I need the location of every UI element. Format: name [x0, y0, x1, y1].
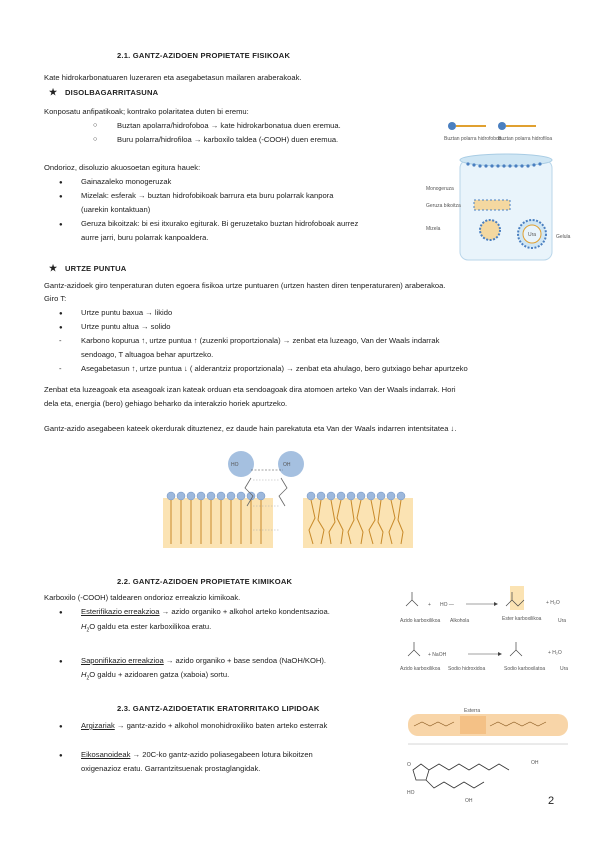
esterifikazio-item: ● Esterifikazio erreakzioa → azido organiko + alkohol arteko kondentsazioa.	[81, 607, 330, 617]
saponification-figure	[398, 630, 578, 680]
saponifikazio-item: ● Saponifikazio erreakzioa → azido organiko + base sendoa (NaOH/KOH).	[81, 656, 326, 666]
ester-label: Esterra	[464, 708, 481, 714]
paragraph: dela eta, energia (bero) gehiago beharko da interakzio horiek apurtzeko.	[44, 399, 288, 408]
disolbagarritasuna-heading: ★ DISOLBAGARRITASUNA	[65, 88, 158, 98]
esterifikazio-line2: $H_2O$ galdu eta ester karboxilikoa eratu.	[81, 622, 212, 634]
argizariak-link: Argizariak	[81, 721, 115, 730]
svg-text:HO —: HO —	[440, 602, 454, 608]
page-number: 2	[548, 795, 555, 807]
svg-text:+ H₂O: + H₂O	[546, 600, 560, 606]
list-item-cont: aurre jarri, buru polarrak kanpoaldera.	[81, 233, 209, 242]
esterifikazio-link: Esterifikazio erreakzioa	[81, 607, 160, 616]
micelle-bilayer-figure	[424, 112, 574, 272]
saponifikazio-line2: $H_2O$ galdu + azidoaren gatza (xaboia) sortu.	[81, 670, 230, 682]
section-2-1-heading: 2.1. GANTZ-AZIDOEN PROPIETATE FISIKOAK	[117, 51, 291, 60]
svg-text:OH: OH	[465, 798, 473, 804]
eikosanoideak-line2: oxigenazioz eratu. Garrantzitsuenak prostaglangidak.	[81, 764, 261, 773]
svg-text:+ H₂O: + H₂O	[548, 650, 562, 656]
giro-t: Giro T:	[44, 294, 67, 303]
list-item: - Karbono kopurua ↑, urtze puntua ↑ (zuzenki proportzionala) → zenbat eta luzeago, Van der Waals indarrak	[81, 336, 439, 346]
anfipatiko-text: Konposatu anfipatikoak; kontrako polaritatea duten bi eremu:	[44, 107, 249, 116]
svg-text:Sodio karboxilatoa: Sodio karboxilatoa	[504, 666, 546, 672]
list-item-cont: sendoago, T altuagoa behar apurtzeko.	[81, 350, 214, 359]
o-label: O	[407, 762, 411, 768]
list-item: - Asegabetasun ↑, urtze puntua ↓ ( alderantziz proportzionala) → zenbat eta ahulago, bero gutxiago behar apurtzeko	[81, 364, 468, 374]
oh-label: OH	[283, 462, 291, 468]
list-item-cont: (uarekin kontaktuan)	[81, 205, 151, 214]
head-label: Buztan polarra hidrofiloa	[498, 136, 553, 142]
saponifikazio-link: Saponifikazio erreakzioa	[81, 656, 164, 665]
ho-label: HO	[231, 462, 239, 468]
list-item: ● Geruza bikoitzak: bi esi itxurako egiturak. Bi geruzetako buztan hidrofoboak aurrez	[81, 219, 358, 229]
eikosanoideak-link: Eikosanoideak	[81, 750, 131, 759]
cell-label: Gelula	[556, 234, 571, 240]
list-item: ● Gainazaleko monogeruzak	[81, 177, 171, 187]
ester-caption: Azido karboxilikoa	[400, 618, 441, 624]
paragraph: Zenbat eta luzeagoak eta aseagoak izan kateak orduan eta sendoagoak dira atomoen arteko Van der Waals indarrak. Hori	[44, 385, 456, 394]
oh-label-2: OH	[531, 760, 539, 766]
ondorioz-text: Ondorioz, disoluzio akuosoetan egitura hauek:	[44, 163, 201, 172]
list-item: ● Mizelak: esferak → buztan hidrofobikoak barrura eta buru polarrak kanpora	[81, 191, 333, 201]
esterification-figure	[398, 580, 578, 630]
list-item: ○ Buru polarra/hidrofiloa → karboxilo taldea (-COOH) duen eremua.	[117, 135, 338, 145]
paragraph: Gantz-azido asegabeen kateek okerdurak dituztenez, ez daude hain parekatuta eta Van der Waals indarren intentsitatea ↓.	[44, 424, 457, 433]
svg-text:Ester karboxilikoa: Ester karboxilikoa	[502, 616, 542, 622]
wax-ester-figure	[400, 702, 578, 750]
svg-text:Sodio hidroxidoa: Sodio hidroxidoa	[448, 666, 486, 672]
intro-text: Kate hidrokarbonatuaren luzeraren eta asegabetasun mailaren araberakoak.	[44, 73, 302, 82]
water-label: Ura	[528, 232, 537, 238]
urtze-puntua-heading: ★ URTZE PUNTUA	[65, 264, 126, 274]
svg-text:Alkohola: Alkohola	[450, 618, 470, 624]
svg-text:+ NaOH: + NaOH	[428, 652, 447, 658]
list-item: ○ Buztan apolarra/hidrofoboa → kate hidrokarbonatua duen eremua.	[117, 121, 341, 131]
argizariak-item: ● Argizariak → gantz-azido + alkohol monohidroxiliko baten arteko esterrak	[81, 721, 327, 731]
packing-figure	[163, 450, 418, 550]
bilayer-label: Geruza bikoitza	[426, 203, 461, 209]
list-item: ● Urtze puntu baxua → likido	[81, 308, 172, 318]
svg-text:Ura: Ura	[560, 666, 569, 672]
svg-text:Azido karboxilikoa: Azido karboxilikoa	[400, 666, 441, 672]
tail-label: Buztan polarra hidrofoboa	[444, 136, 502, 142]
section-2-2-intro: Karboxilo (-COOH) taldearen ondorioz erreakzio kimikoak.	[44, 593, 241, 602]
prostaglandin-figure	[405, 752, 555, 812]
urtze-intro: Gantz-azidoek giro tenperaturan duten egoera fisikoa urtze puntuaren (urtzen hasten diren tenperaturaren) araberakoa.	[44, 281, 446, 290]
mono-label: Monogeruza	[426, 186, 454, 192]
svg-text:+: +	[428, 602, 431, 608]
svg-text:Ura: Ura	[558, 618, 567, 624]
section-2-2-heading: 2.2. GANTZ-AZIDOEN PROPIETATE KIMIKOAK	[117, 577, 293, 586]
ho-label-2: HO	[407, 790, 415, 796]
micelle-label: Mizela	[426, 226, 441, 232]
section-2-3-heading: 2.3. GANTZ-AZIDOETATIK ERATORRITAKO LIPIDOAK	[117, 704, 320, 713]
list-item: ● Urtze puntu altua → solido	[81, 322, 171, 332]
eikosanoideak-item: ● Eikosanoideak → 20C-ko gantz-azido poliasegabeen lotura bikoitzen	[81, 750, 313, 760]
